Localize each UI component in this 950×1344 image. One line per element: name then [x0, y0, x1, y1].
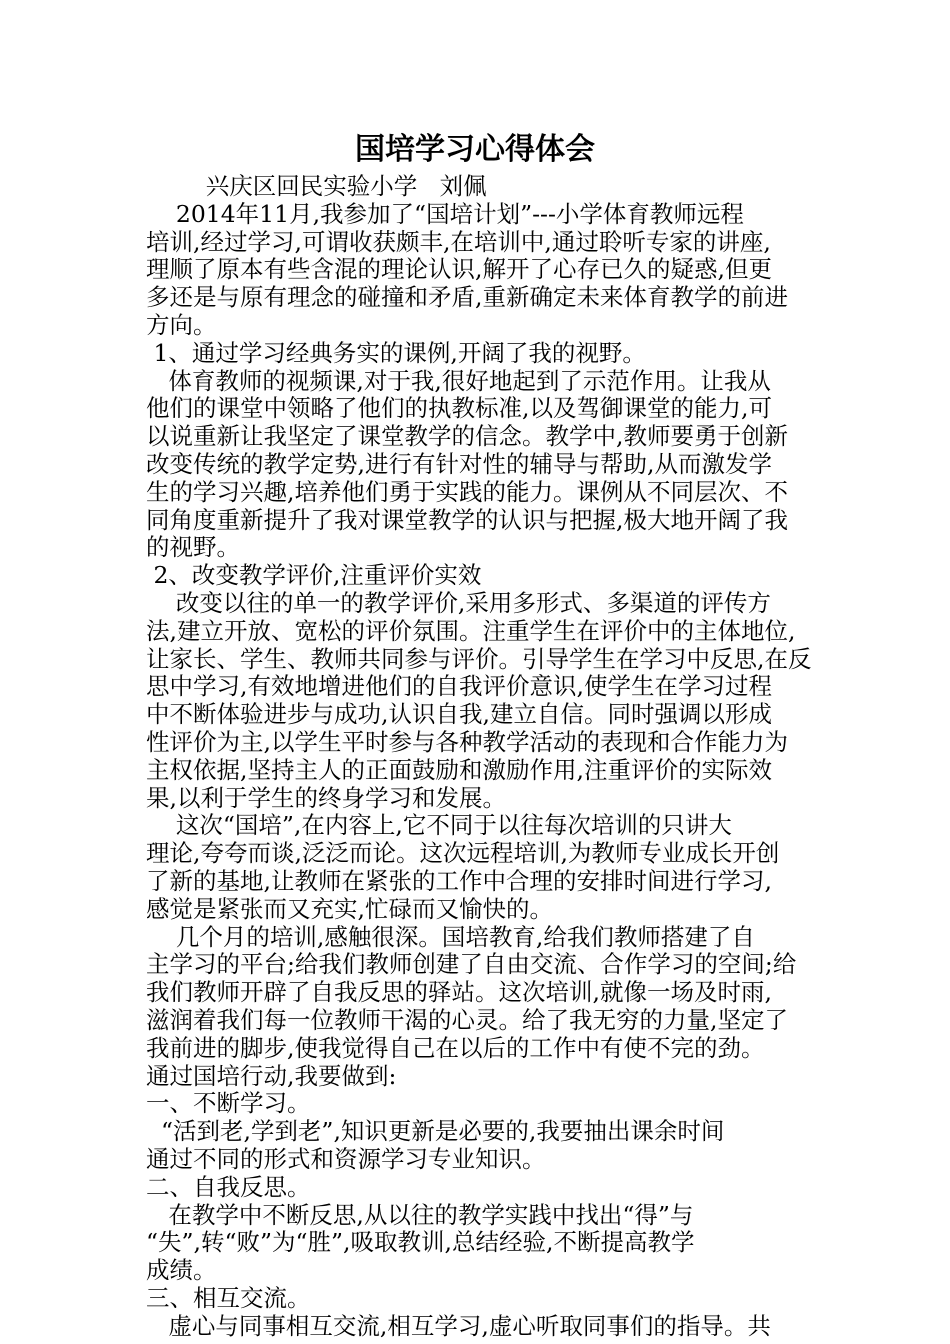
body-text-line: 2、改变教学评价,注重评价实效 [146, 561, 482, 590]
body-text-line: 虚心与同事相互交流,相互学习,虚心听取同事们的指导。共 [146, 1311, 771, 1340]
author-line: 兴庆区回民实验小学 刘佩 [146, 172, 487, 200]
body-text-line: 体育教师的视频课,对于我,很好地起到了示范作用。让我从 [146, 366, 771, 395]
body-text-line: 中不断体验进步与成功,认识自我,建立自信。同时强调以形成 [146, 700, 772, 729]
body-text-line: 培训,经过学习,可谓收获颇丰,在培训中,通过聆听专家的讲座, [146, 227, 771, 256]
body-text-line: 改变传统的教学定势,进行有针对性的辅导与帮助,从而激发学 [146, 450, 772, 478]
body-text-line: 2014年11月,我参加了“国培计划”---小学体育教师远程 [146, 199, 744, 228]
body-text-line: 的视野。 [146, 533, 240, 562]
body-text-line: 思中学习,有效地增进他们的自我评价意识,使学生在学习过程 [146, 672, 772, 701]
body-text-line: 几个月的培训,感触很深。国培教育,给我们教师搭建了自 [146, 922, 755, 951]
body-text-line: 在教学中不断反思,从以往的教学实践中找出“得”与 [146, 1200, 694, 1229]
body-text-line: 生的学习兴趣,培养他们勇于实践的能力。课例从不同层次、不 [146, 477, 788, 506]
body-text-line: 同角度重新提升了我对课堂教学的认识与把握,极大地开阔了我 [146, 505, 788, 534]
body-text-line: 二、自我反思。 [146, 1172, 311, 1201]
body-text-line: 法,建立开放、宽松的评价氛围。注重学生在评价中的主体地位, [146, 616, 796, 645]
body-text-line: 主权依据,坚持主人的正面鼓励和激励作用,注重评价的实际效 [146, 755, 772, 784]
body-text-line: 主学习的平台;给我们教师创建了自由交流、合作学习的空间;给 [146, 950, 797, 979]
body-text-line: 我前进的脚步,使我觉得自己在以后的工作中有使不完的劲。 [146, 1033, 765, 1062]
body-text-line: 成绩。 [146, 1256, 217, 1285]
body-text-line: 1、通过学习经典务实的课例,开阔了我的视野。 [146, 338, 646, 367]
body-text-line: 滋润着我们每一位教师干渴的心灵。给了我无穷的力量,坚定了 [146, 1006, 788, 1034]
body-text-line: 让家长、学生、教师共同参与评价。引导学生在学习中反思,在反 [146, 644, 812, 673]
body-text-line: 理论,夸夸而谈,泛泛而论。这次远程培训,为教师专业成长开创 [146, 839, 780, 868]
body-text-line: 多还是与原有理念的碰撞和矛盾,重新确定未来体育教学的前进 [146, 283, 788, 312]
body-text-line: 果,以利于学生的终身学习和发展。 [146, 783, 506, 812]
body-text-line: 以说重新让我坚定了课堂教学的信念。教学中,教师要勇于创新 [146, 422, 788, 451]
body-text-line: 通过不同的形式和资源学习专业知识。 [146, 1145, 546, 1173]
body-text-line: 方向。 [146, 311, 217, 339]
body-text-line: “活到老,学到老”,知识更新是必要的,我要抽出课余时间 [146, 1117, 725, 1146]
body-text-line: 改变以往的单一的教学评价,采用多形式、多渠道的评传方 [146, 589, 771, 617]
body-text-line: 性评价为主,以学生平时参与各种教学活动的表现和合作能力为 [146, 728, 788, 756]
body-text-line: 了新的基地,让教师在紧张的工作中合理的安排时间进行学习, [146, 867, 772, 895]
body-text-line: 一、不断学习。 [146, 1089, 311, 1118]
body-text-line: 三、相互交流。 [146, 1284, 311, 1312]
document-title: 国培学习心得体会 [355, 132, 595, 167]
body-text-line: 我们教师开辟了自我反思的驿站。这次培训,就像一场及时雨, [146, 978, 772, 1007]
body-text-line: 感觉是紧张而又充实,忙碌而又愉快的。 [146, 894, 553, 923]
body-text-line: 这次“国培”,在内容上,它不同于以往每次培训的只讲大 [146, 811, 732, 840]
body-text-line: 理顺了原本有些含混的理论认识,解开了心存已久的疑惑,但更 [146, 255, 772, 284]
body-text-line: “失”,转“败”为“胜”,吸取教训,总结经验,不断提高教学 [146, 1228, 695, 1257]
body-text-line: 他们的课堂中领略了他们的执教标准,以及驾御课堂的能力,可 [146, 394, 772, 423]
body-text-line: 通过国培行动,我要做到: [146, 1061, 397, 1090]
